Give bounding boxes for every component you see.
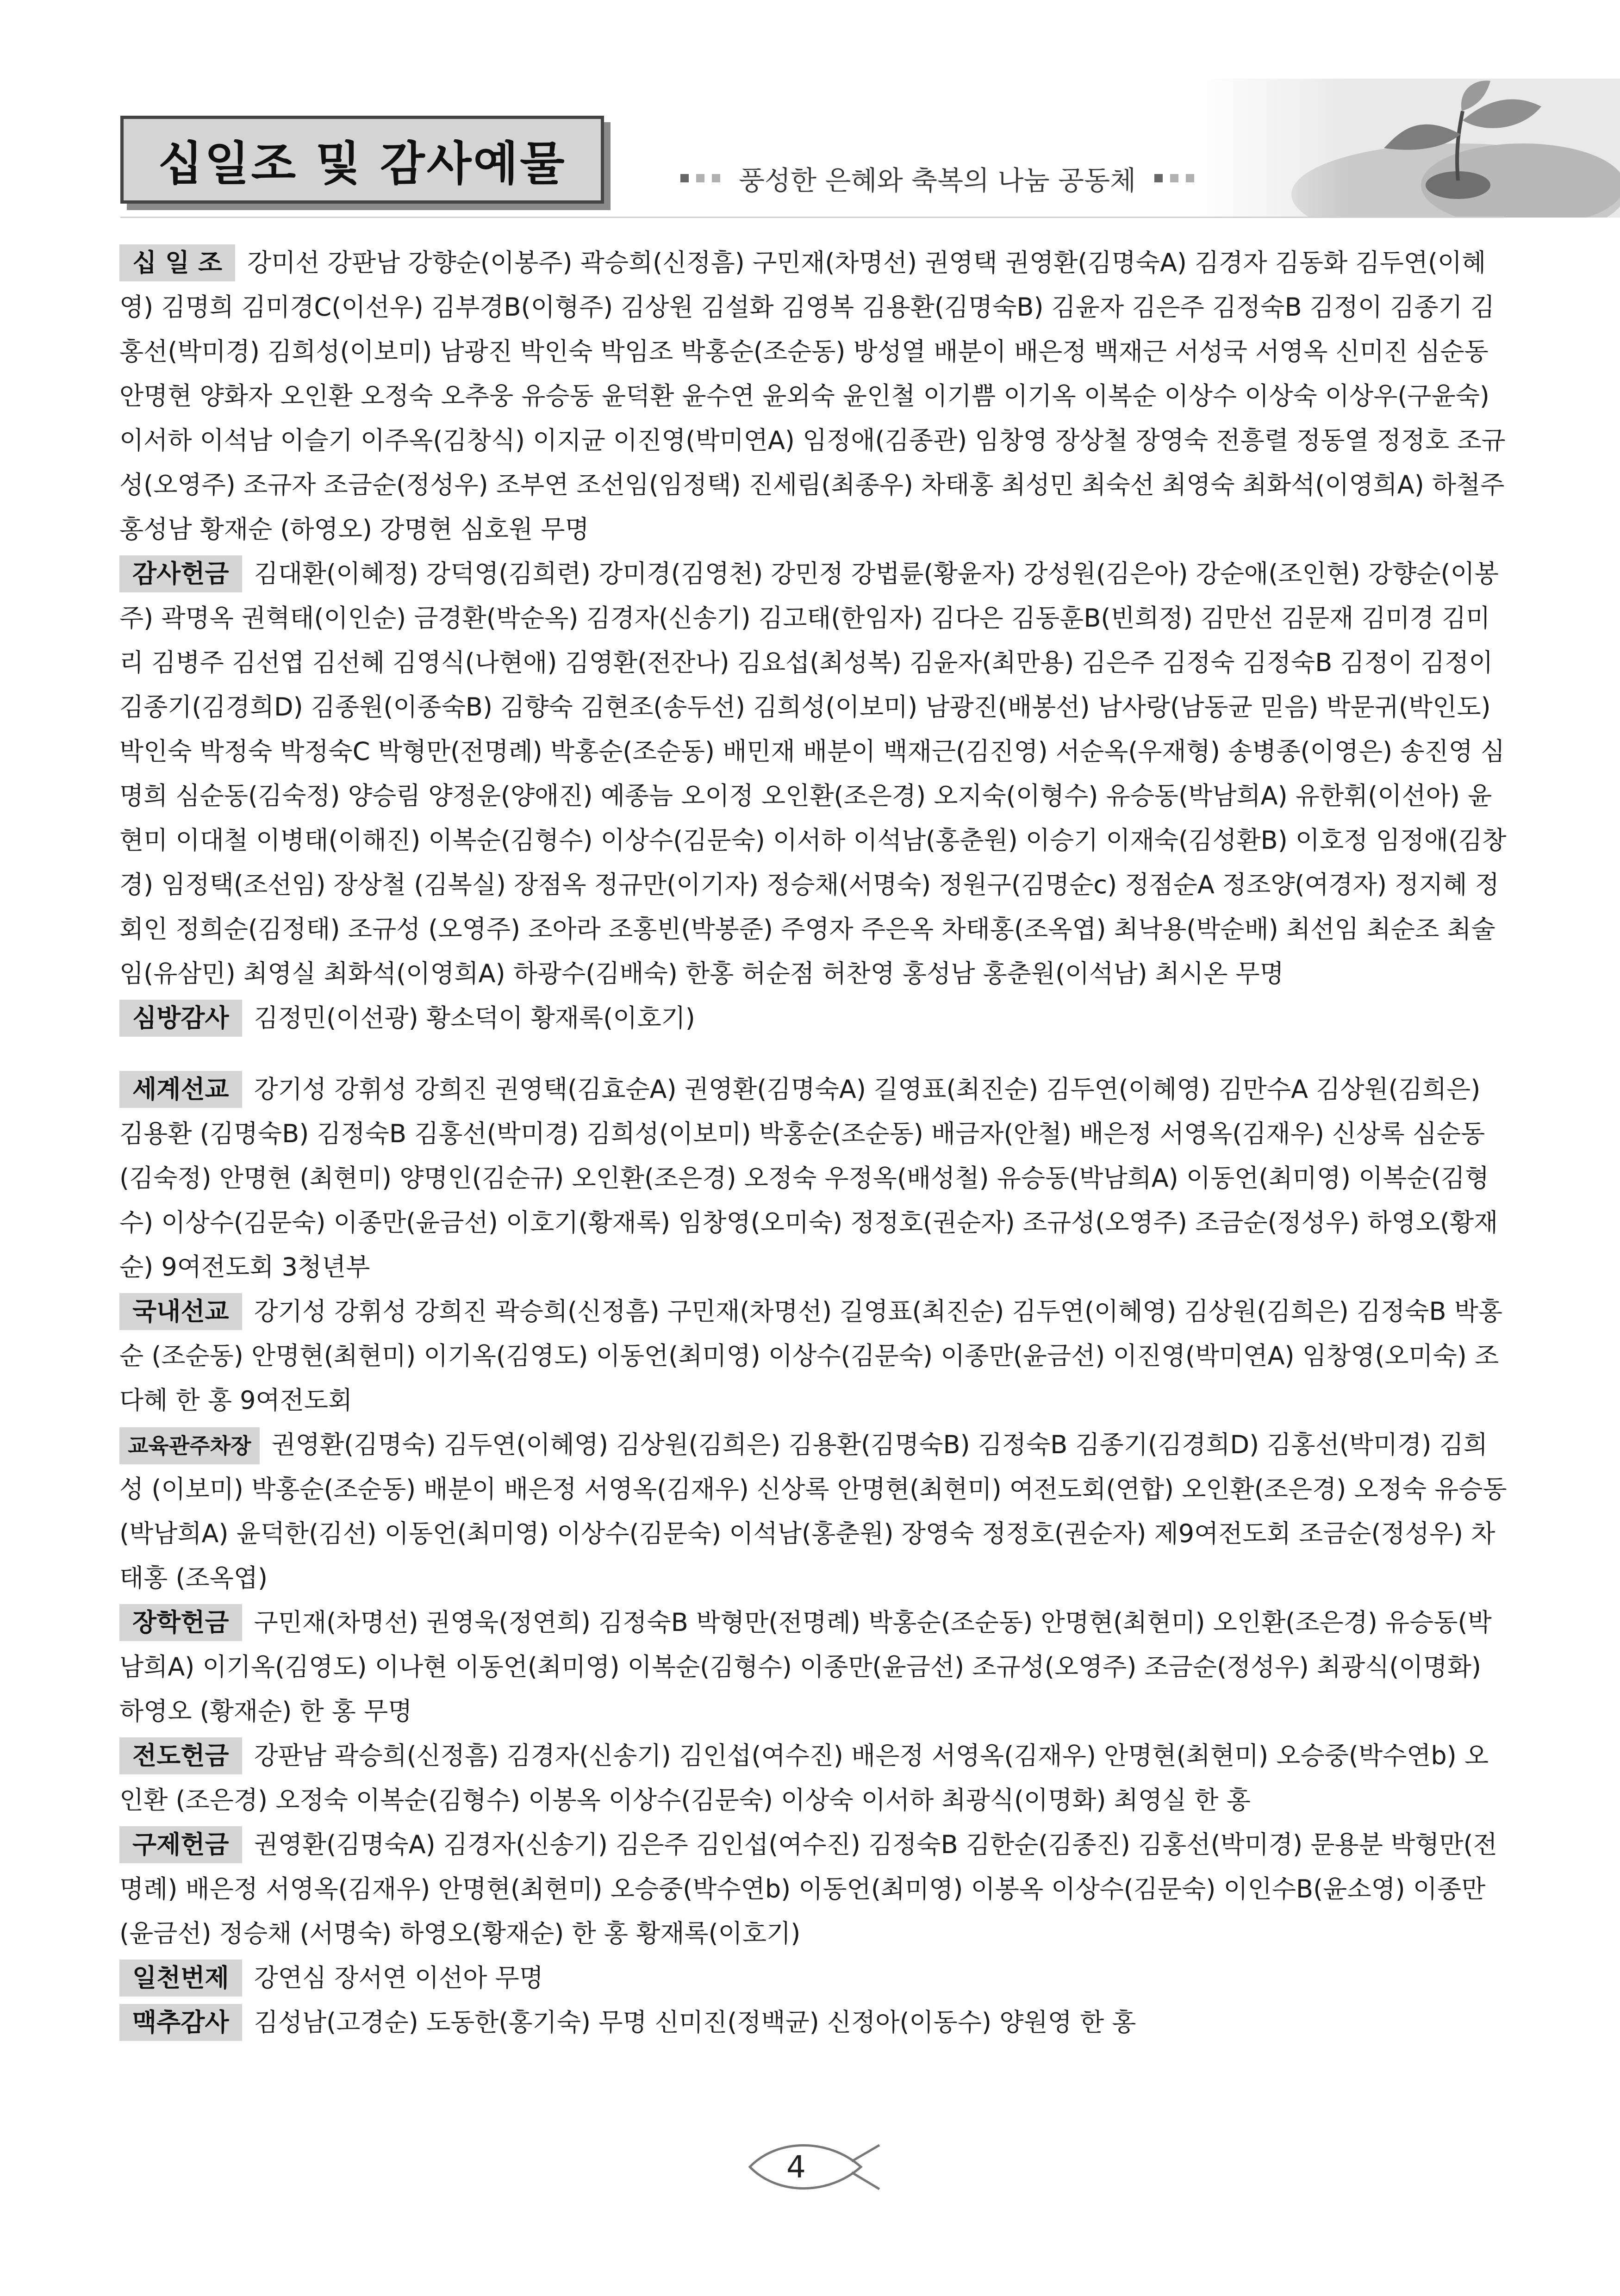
section-evangelism [119, 1734, 1508, 1823]
donor-names: 김성남(고경순) 도동한(홍기숙) 무명 신미진(정백균) 신정아(이동수) 양원영 한 홍 [254, 2008, 1136, 2037]
section-label: 국내선교 [119, 1293, 242, 1330]
header-divider [120, 217, 1504, 218]
section-world-mission [119, 1067, 1508, 1289]
page-title: 십일조 및 감사예물 [158, 137, 567, 191]
donor-names: 강기성 강휘성 강희진 권영택(김효순A) 권영환(김명숙A) 길영표(최진순) 김두연(이혜영) 김만수A 김상원(김희은) 김용환 (김명숙B) 김정숙B 김홍선(박미경) 김희성(이보미) 박홍순(조순동) 배금자(안철) 배은정 서영옥(김재우) 신상록 심순동(김숙정) 안명현 (최현미) 양명인(김순규) 오인환(조은경) 오정숙 우정옥(배성철) 유승동(박남희A) 이동언(최미영) 이복순(김형수) 이상수(김문숙) 이종만(윤금선) 이호기(황재록) 임창영(오미숙) 정정호(권순자) 조규성(오영주) 조금순(정성우) 하영오(황재순) 9여전도회 3청년부 [119, 1075, 1498, 1282]
bullet-squares-right-icon [1154, 174, 1194, 182]
bullet-squares-left-icon [680, 174, 720, 182]
donor-names: 김정민(이선광) 황소덕이 황재록(이호기) [254, 1003, 695, 1033]
section-harvest-thanks [119, 2000, 1508, 2045]
page-number: 4 [786, 2149, 806, 2185]
offering-list [119, 241, 1508, 2045]
section-label: 교육관주차장 [119, 1427, 260, 1464]
section-label: 감사헌금 [119, 555, 242, 592]
donor-names: 구민재(차명선) 권영욱(정연희) 김정숙B 박형만(전명례) 박홍순(조순동) 안명현(최현미) 오인환(조은경) 유승동(박남희A) 이기옥(김영도) 이나현 이동언(최미영) 이복순(김형수) 이종만(윤금선) 조규성(오영주) 조금순(정성우) 최광식(이명화) 하영오 (황재순) 한 홍 무명 [119, 1608, 1492, 1726]
donor-names: 강미선 강판남 강향순(이봉주) 곽승희(신정흠) 구민재(차명선) 권영택 권영환(김명숙A) 김경자 김동화 김두연(이혜영) 김명희 김미경C(이선우) 김부경B(이형주) 김상원 김설화 김영복 김용환(김명숙B) 김윤자 김은주 김정숙B 김정이 김종기 김홍선(박미경) 김희성(이보미) 남광진 박인숙 박임조 박홍순(조순동) 방성열 배분이 배은정 백재근 서성국 서영옥 신미진 심순동 안명현 양화자 오인환 오정숙 오추웅 유승동 윤덕환 윤수연 윤외숙 윤인철 이기쁨 이기옥 이복순 이상수 이상숙 이상우(구윤숙) 이서하 이석남 이슬기 이주옥(김창식) 이지균 이진영(박미연A) 임정애(김종관) 임창영 장상철 장영숙 전흥렬 정동열 정정호 조규성(오영주) 조규자 조금순(정성우) 조부연 조선임(임정택) 진세림(최종우) 차태홍 최성민 최숙선 최영숙 최화석(이영희A) 하철주 홍성남 황재순 (하영오) 강명현 심호원 무명 [119, 248, 1506, 544]
donor-names: 김대환(이혜정) 강덕영(김희련) 강미경(김영천) 강민정 강법륜(황윤자) 강성원(김은아) 강순애(조인현) 강향순(이봉주) 곽명옥 권혁태(이인순) 금경환(박순옥) 김경자(신송기) 김고태(한임자) 김다은 김동훈B(빈희정) 김만선 김문재 김미경 김미리 김병주 김선엽 김선혜 김영식(나현애) 김영환(전잔나) 김요섭(최성복) 김윤자(최만용) 김은주 김정숙 김정숙B 김정이 김정이 김종기(김경희D) 김종원(이종숙B) 김향숙 김현조(송두선) 김희성(이보미) 남광진(배봉선) 남사랑(남동균 믿음) 박문귀(박인도) 박인숙 박정숙 박정숙C 박형만(전명례) 박홍순(조순동) 배민재 배분이 백재근(김진영) 서순옥(우재형) 송병종(이영은) 송진영 심명희 심순동(김숙정) 양승림 양정운(양애진) 예종늠 오이정 오인환(조은경) 오지숙(이형수) 유승동(박남희A) 유한휘(이선아) 윤현미 이대철 이병태(이해진) 이복순(김형수) 이상수(김문숙) 이서하 이석남(홍춘원) 이승기 이재숙(김성환B) 이호정 임정애(김창경) 임정택(조선임) 장상철 (김복실) 장점옥 정규만(이기자) 정승채(서명숙) 정원구(김명순c) 정점순A 정조양(여경자) 정지혜 정회인 정희순(김정태) 조규성 (오영주) 조아라 조홍빈(박봉준) 주영자 주은옥 차태홍(조옥엽) 최낙용(박순배) 최선임 최순조 최술임(유삼민) 최영실 최화석(이영희A) 하광수(김배숙) 한홍 허순점 허찬영 홍성남 홍춘원(이석남) 최시온 무명 [119, 559, 1507, 988]
page-subtitle: 풍성한 은혜와 축복의 나눔 공동체 [739, 165, 1136, 196]
section-tithe [119, 241, 1508, 552]
section-parking-lot [119, 1423, 1508, 1600]
section-label: 맥추감사 [119, 2004, 242, 2041]
section-thanksgiving [119, 552, 1508, 996]
page-header [0, 0, 1620, 218]
section-scholarship [119, 1600, 1508, 1734]
section-thousand-offering [119, 1956, 1508, 2000]
hands-seedling-photo [1199, 79, 1620, 218]
section-label: 전도헌금 [119, 1737, 242, 1774]
section-label: 세계선교 [119, 1071, 242, 1108]
section-label: 장학헌금 [119, 1604, 242, 1641]
donor-names: 권영환(김명숙A) 김경자(신송기) 김은주 김인섭(여수진) 김정숙B 김한순(김종진) 김홍선(박미경) 문용분 박형만(전명례) 배은정 서영옥(김재우) 안명현(최현미) 오승중(박수연b) 이동언(최미영) 이봉옥 이상수(김문숙) 이인수B(윤소영) 이종만(윤금선) 정승채 (서명숙) 하영오(황재순) 한 홍 황재록(이호기) [119, 1830, 1497, 1948]
section-visitation [119, 996, 1508, 1040]
section-label: 십 일 조 [119, 244, 235, 281]
section-label: 심방감사 [119, 1000, 242, 1037]
section-label: 구제헌금 [119, 1826, 242, 1863]
section-domestic-mission [119, 1289, 1508, 1423]
donor-names: 권영환(김명숙) 김두연(이혜영) 김상원(김희은) 김용환(김명숙B) 김정숙B 김종기(김경희D) 김홍선(박미경) 김희성 (이보미) 박홍순(조순동) 배분이 배은정 서영옥(김재우) 신상록 안명현(최현미) 여전도회(연합) 오인환(조은경) 오정숙 유승동 (박남희A) 윤덕한(김선) 이동언(최미영) 이상수(김문숙) 이석남(홍춘원) 장영숙 정정호(권순자) 제9여전도회 조금순(정성우) 차태홍 (조옥엽) [119, 1430, 1507, 1593]
donor-names: 강기성 강휘성 강희진 곽승희(신정흠) 구민재(차명선) 길영표(최진순) 김두연(이혜영) 김상원(김희은) 김정숙B 박홍순 (조순동) 안명현(최현미) 이기옥(김영도) 이동언(최미영) 이상수(김문숙) 이종만(윤금선) 이진영(박미연A) 임창영(오미숙) 조다혜 한 홍 9여전도회 [119, 1297, 1503, 1415]
donor-names: 강연심 장서연 이선아 무명 [254, 1963, 543, 1992]
subtitle-row [680, 157, 1194, 199]
section-relief [119, 1823, 1508, 1956]
page-footer [736, 2138, 889, 2196]
donor-names: 강판남 곽승희(신정흠) 김경자(신송기) 김인섭(여수진) 배은정 서영옥(김재우) 안명현(최현미) 오승중(박수연b) 오인환 (조은경) 오정숙 이복순(김형수) 이봉옥 이상수(김문숙) 이상숙 이서하 최광식(이명화) 최영실 한 홍 [119, 1741, 1489, 1815]
section-label: 일천번제 [119, 1960, 242, 1997]
title-box [120, 116, 604, 204]
